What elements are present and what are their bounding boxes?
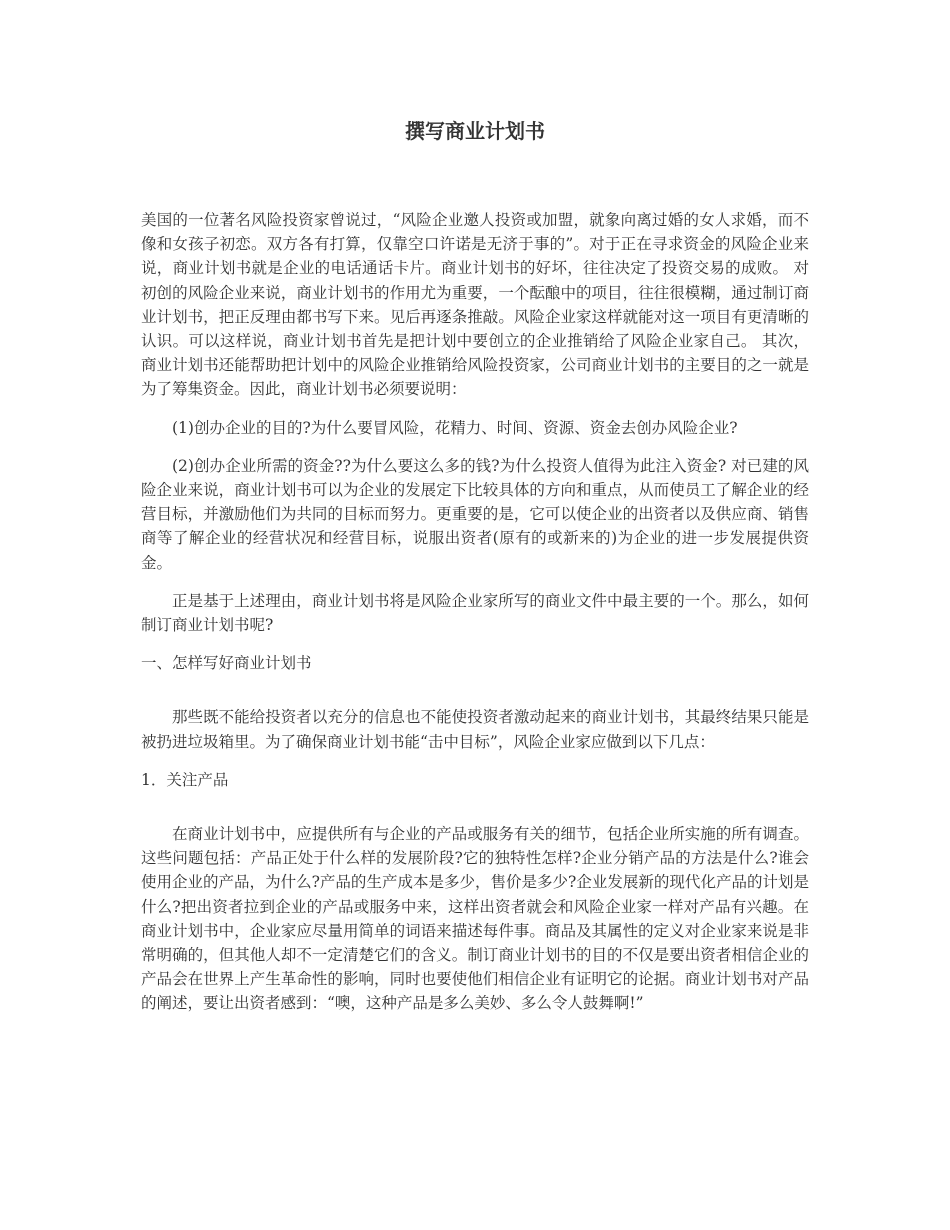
question-2-paragraph: (2)创办企业所需的资金??为什么要这么多的钱?为什么投资人值得为此注入资金? 对已建的风险企业来说，商业计划书可以为企业的发展定下比较具体的方向和重点，从而使员工了解企业的经营目标，并激励他们为共同的目标而努力。更重要的是，它可以使企业的出资者以及供应商、销售商等了解企业的经营状况和经营目标，说服出资者(原有的或新来的)为企业的进一步发展提供资金。	[141, 456, 809, 572]
intro-paragraph: 美国的一位著名风险投资家曾说过，“风险企业邀人投资或加盟，就象向离过婚的女人求婚，而不像和女孩子初恋。双方各有打算，仅靠空口许诺是无济于事的”。对于正在寻求资金的风险企业来说，商业计划书就是企业的电话通话卡片。商业计划书的好坏，往往决定了投资交易的成败。 对初创的风险企业来说，商业计划书的作用尤为重要，一个酝酿中的项目，往往很模糊，通过制订商业计划书，把正反理由都书写下来。见后再逐条推敲。风险企业家这样就能对这一项目有更清晰的认识。可以这样说，商业计划书首先是把计划中要创立的企业推销给了风险企业家自己。 其次，商业计划书还能帮助把计划中的风险企业推销给风险投资家，公司商业计划书的主要目的之一就是为了筹集资金。因此，商业计划书必须要说明：	[141, 211, 809, 399]
section-heading-1: 一、怎样写好商业计划书	[141, 654, 312, 673]
document-body	[141, 208, 809, 1030]
section-1-paragraph: 那些既不能给投资者以充分的信息也不能使投资者激动起来的商业计划书，其最终结果只能是被扔进垃圾箱里。为了确保商业计划书能“击中目标”，风险企业家应做到以下几点：	[141, 708, 809, 751]
document-title: 撰写商业计划书	[405, 119, 545, 143]
subsection-heading-product: 1．关注产品	[141, 770, 229, 789]
conclusion-paragraph: 正是基于上述理由，商业计划书将是风险企业家所写的商业文件中最主要的一个。那么，如何制订商业计划书呢?	[141, 591, 809, 635]
product-paragraph: 在商业计划书中，应提供所有与企业的产品或服务有关的细节，包括企业所实施的所有调查。这些问题包括：产品正处于什么样的发展阶段?它的独特性怎样?企业分销产品的方法是什么?谁会使用企业的产品，为什么?产品的生产成本是多少，售价是多少?企业发展新的现代化产品的计划是什么?把出资者拉到企业的产品或服务中来，这样出资者就会和风险企业家一样对产品有兴趣。在商业计划书中，企业家应尽量用简单的词语来描述每件事。商品及其属性的定义对企业家来说是非常明确的，但其他人却不一定清楚它们的含义。制订商业计划书的目的不仅是要出资者相信企业的产品会在世界上产生革命性的影响，同时也要使他们相信企业有证明它的论据。商业计划书对产品的阐述，要让出资者感到：“噢，这种产品是多么美妙、多么令人鼓舞啊!”	[141, 825, 809, 1013]
question-1-paragraph: (1)创办企业的目的?为什么要冒风险，花精力、时间、资源、资金去创办风险企业?	[172, 418, 738, 437]
